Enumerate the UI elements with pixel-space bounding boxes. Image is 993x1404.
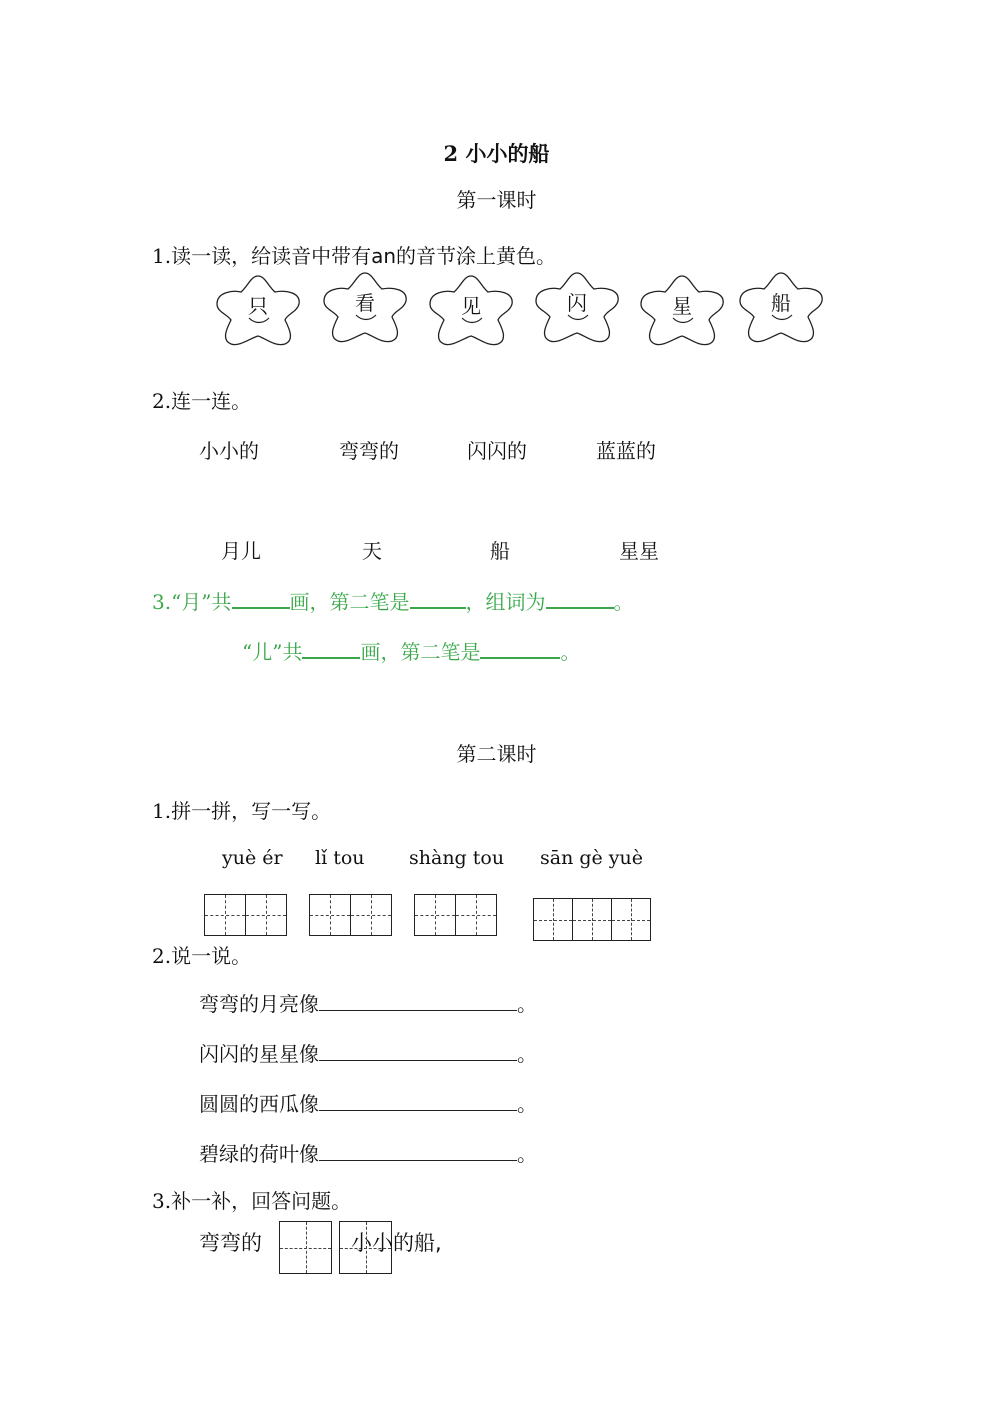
say-end: 。 [517,992,537,1016]
writing-grid-1[interactable] [204,894,287,936]
grid-cell[interactable] [456,894,497,936]
q3-line1-a: 3.“月”共 [152,590,232,614]
say-prompt: 闪闪的星星像 [199,1042,319,1066]
syllable-star[interactable] [320,265,410,345]
syllable-star[interactable] [637,268,727,348]
match-bottom-3[interactable]: 船 [490,539,510,563]
say-line-3 [199,1088,537,1117]
say-prompt: 弯弯的月亮像 [199,992,319,1016]
lesson2-heading: 第二课时 [456,742,537,766]
say-prompt: 碧绿的荷叶像 [199,1142,319,1166]
blank-er-second-stroke[interactable] [480,637,560,659]
match-bottom-1[interactable]: 月儿 [221,539,261,563]
lesson2-q3-label: 3.补一补，回答问题。 [152,1189,352,1213]
say-end: 。 [517,1092,537,1116]
lesson1-q3-line2 [242,636,580,665]
writing-grid-4[interactable] [533,898,651,941]
say-line-2 [199,1038,537,1067]
match-bottom-4[interactable]: 星星 [619,539,659,563]
blank-yue-strokes[interactable] [232,587,290,609]
match-top-1[interactable]: 小小的 [199,439,259,463]
page-title: 2 小小的船 [443,141,550,166]
say-end: 。 [517,1142,537,1166]
say-line-4 [199,1138,537,1167]
writing-grid-2[interactable] [309,894,392,936]
syllable-star[interactable] [426,268,516,348]
say-blank[interactable] [319,990,517,1011]
grid-cell[interactable] [612,898,651,941]
lesson1-q2-label: 2.连一连。 [152,389,252,413]
fill-suffix: 小小的船, [351,1231,442,1255]
match-bottom-2[interactable]: 天 [362,539,382,563]
q1-highlight: an [371,244,397,268]
writing-grid-3[interactable] [414,894,497,936]
grid-cell[interactable] [204,894,246,936]
syllable-star[interactable] [532,265,622,345]
q3-line2-a: “儿”共 [242,640,303,664]
say-line-1 [199,988,537,1017]
q3-line1-d: 。 [613,590,634,614]
star-character: 看 [355,291,375,315]
grid-cell[interactable] [351,894,392,936]
pinyin-3: shàng tou [409,847,505,869]
syllable-star[interactable] [736,265,826,345]
pinyin-4: sān gè yuè [540,847,644,869]
fill-grid[interactable] [279,1221,332,1274]
grid-cell[interactable] [246,894,287,936]
match-top-4[interactable]: 蓝蓝的 [596,439,656,463]
q3-line1-c: ，组词为 [465,590,546,614]
match-top-3[interactable]: 闪闪的 [467,439,527,463]
blank-er-strokes[interactable] [302,637,360,659]
star-character: 闪 [567,291,587,315]
star-character: 星 [672,294,692,318]
q1-prefix: 1.读一读，给读音中带有 [152,244,372,268]
match-top-2[interactable]: 弯弯的 [339,439,399,463]
fill-prefix: 弯弯的 [199,1231,262,1255]
q3-line2-c: 。 [560,640,581,664]
star-character: 见 [461,294,481,318]
say-prompt: 圆圆的西瓜像 [199,1092,319,1116]
q3-line1-b: 画，第二笔是 [289,590,410,614]
say-blank[interactable] [319,1040,517,1061]
pinyin-2: lǐ tou [315,847,365,869]
grid-cell[interactable] [309,894,351,936]
grid-cell[interactable] [533,898,573,941]
say-end: 。 [517,1042,537,1066]
say-blank[interactable] [319,1140,517,1161]
grid-cell[interactable] [414,894,456,936]
star-character: 只 [248,294,268,318]
lesson2-q1-label: 1.拼一拼，写一写。 [152,799,332,823]
star-character: 船 [771,291,791,315]
say-blank[interactable] [319,1090,517,1111]
lesson2-q2-label: 2.说一说。 [152,944,252,968]
syllable-star[interactable] [213,268,303,348]
q1-suffix: 的音节涂上黄色。 [396,244,557,268]
grid-cell[interactable] [573,898,612,941]
blank-yue-word[interactable] [546,587,614,609]
grid-cell[interactable] [279,1221,332,1274]
blank-yue-second-stroke[interactable] [410,587,466,609]
pinyin-1: yuè ér [222,847,283,869]
q3-line2-b: 画，第二笔是 [360,640,481,664]
lesson1-heading: 第一课时 [456,188,537,212]
lesson1-q3-line1 [152,586,634,615]
